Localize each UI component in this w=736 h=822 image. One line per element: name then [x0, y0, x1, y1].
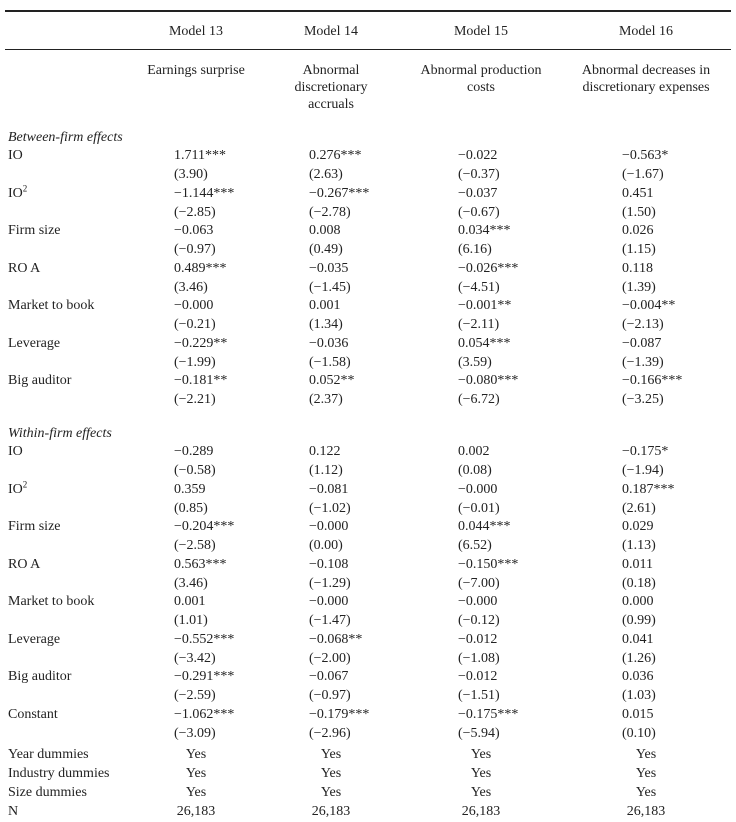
row-label: Market to book [8, 298, 95, 313]
row-label: Size dummies [8, 785, 87, 800]
coefficient-cell: 0.054*** [458, 335, 511, 351]
coefficient-cell: −0.150*** [458, 556, 519, 572]
coefficient-cell: 0.451 [622, 185, 654, 201]
coefficient-cell: −0.175*** [458, 706, 519, 722]
coefficient-cell: −0.026*** [458, 260, 519, 276]
model-header: Model 16 [618, 24, 674, 39]
coefficient-cell: 0.029 [622, 519, 654, 534]
footer-cell: Yes [185, 747, 207, 762]
t-stat-cell: (1.01) [174, 613, 208, 628]
model-description: Abnormal decreases in discretionary expenses [581, 63, 711, 95]
coefficient-cell: 0.052** [309, 373, 355, 388]
t-stat-cell: (2.37) [309, 392, 343, 407]
row-label: $IO^2$ [8, 182, 28, 201]
t-stat-cell: (1.03) [622, 688, 656, 703]
t-stat-cell: (1.15) [622, 242, 656, 257]
t-stat-cell: (−7.00) [458, 575, 500, 591]
t-stat-cell: (−0.12) [458, 613, 500, 628]
t-stat-cell: (6.16) [458, 242, 492, 257]
footer-cell: Yes [320, 747, 342, 762]
footer-cell: 26,183 [176, 804, 216, 819]
t-stat-cell: (0.18) [622, 575, 656, 591]
t-stat-cell: (0.99) [622, 613, 656, 628]
t-stat-cell: (1.39) [622, 279, 656, 295]
t-stat-cell: (3.46) [174, 279, 208, 295]
t-stat-cell: (0.85) [174, 500, 208, 516]
superscript: 2 [22, 182, 28, 193]
coefficient-cell: −0.000 [309, 594, 349, 609]
footer-cell: Yes [470, 766, 492, 781]
coefficient-cell: −0.175* [622, 444, 669, 459]
footer-cell: 26,183 [311, 804, 351, 819]
superscript: 2 [22, 478, 28, 489]
footer-cell: Yes [470, 747, 492, 762]
row-label: Leverage [8, 631, 61, 647]
t-stat-cell: (−0.21) [174, 317, 216, 332]
footer-cell: Yes [635, 785, 657, 800]
t-stat-cell: (−1.39) [622, 354, 664, 370]
t-stat-cell: (1.12) [309, 463, 343, 478]
section-title: Between-firm effects [8, 130, 123, 145]
coefficient-cell: −0.036 [309, 335, 349, 351]
t-stat-cell: (−1.58) [309, 354, 351, 370]
coefficient-cell: −0.081 [309, 481, 349, 497]
coefficient-cell: 0.041 [622, 631, 654, 647]
model-header: Model 14 [303, 24, 359, 39]
t-stat-cell: (−6.72) [458, 392, 500, 407]
coefficient-cell: 0.489*** [174, 260, 227, 276]
t-stat-cell: (−5.94) [458, 725, 500, 741]
t-stat-cell: (0.10) [622, 725, 656, 741]
model-description: Earnings surprise [147, 63, 245, 78]
coefficient-cell: 0.001 [174, 594, 206, 609]
t-stat-cell: (−2.78) [309, 204, 351, 220]
row-label: RO A [8, 556, 41, 572]
row-label: N [8, 804, 19, 819]
coefficient-cell: 1.711*** [174, 148, 226, 163]
t-stat-cell: (−1.29) [309, 575, 351, 591]
coefficient-cell: 0.000 [622, 594, 654, 609]
top-rule [5, 10, 731, 12]
footer-cell: Yes [635, 747, 657, 762]
coefficient-cell: −0.179*** [309, 706, 370, 722]
coefficient-cell: 0.563*** [174, 556, 227, 572]
t-stat-cell: (−3.25) [622, 392, 664, 407]
t-stat-cell: (1.13) [622, 538, 656, 553]
coefficient-cell: 0.034*** [458, 223, 511, 238]
coefficient-cell: −0.563* [622, 148, 669, 163]
t-stat-cell: (−0.67) [458, 204, 500, 220]
t-stat-cell: (−1.94) [622, 463, 664, 478]
t-stat-cell: (−1.08) [458, 650, 500, 666]
coefficient-cell: −0.004** [622, 298, 676, 313]
footer-cell: 26,183 [626, 804, 666, 819]
t-stat-cell: (−2.59) [174, 688, 216, 703]
row-label: Industry dummies [8, 766, 110, 781]
footer-cell: Yes [185, 785, 207, 800]
t-stat-cell: (0.49) [309, 242, 343, 257]
header-rule [5, 49, 731, 50]
t-stat-cell: (0.08) [458, 463, 492, 478]
t-stat-cell: (3.46) [174, 575, 208, 591]
t-stat-cell: (6.52) [458, 538, 492, 553]
row-label: Constant [8, 706, 58, 722]
t-stat-cell: (−2.00) [309, 650, 351, 666]
coefficient-cell: 0.008 [309, 223, 341, 238]
row-label: Big auditor [8, 373, 72, 388]
row-label: Firm size [8, 223, 61, 238]
coefficient-cell: −0.035 [309, 260, 349, 276]
coefficient-cell: −0.229** [174, 335, 228, 351]
row-label: IO [8, 444, 23, 459]
row-label: $IO^2$ [8, 478, 28, 497]
t-stat-cell: (−1.67) [622, 167, 664, 182]
coefficient-cell: −0.080*** [458, 373, 519, 388]
coefficient-cell: 0.015 [622, 706, 654, 722]
t-stat-cell: (−2.96) [309, 725, 351, 741]
model-description: Abnormal production costs [420, 63, 542, 95]
coefficient-cell: −0.000 [309, 519, 349, 534]
t-stat-cell: (−2.21) [174, 392, 216, 407]
coefficient-cell: −0.012 [458, 631, 498, 647]
coefficient-cell: 0.187*** [622, 481, 675, 497]
coefficient-cell: −0.022 [458, 148, 498, 163]
coefficient-cell: 0.002 [458, 444, 490, 459]
coefficient-cell: −0.001** [458, 298, 512, 313]
t-stat-cell: (−2.11) [458, 317, 500, 332]
footer-cell: Yes [185, 766, 207, 781]
row-label: Leverage [8, 335, 61, 351]
footer-cell: Yes [635, 766, 657, 781]
t-stat-cell: (−4.51) [458, 279, 500, 295]
section-title: Within-firm effects [8, 426, 112, 441]
row-label: Big auditor [8, 669, 72, 684]
t-stat-cell: (−0.37) [458, 167, 500, 182]
t-stat-cell: (3.59) [458, 354, 492, 370]
t-stat-cell: (2.61) [622, 500, 656, 516]
t-stat-cell: (−1.99) [174, 354, 216, 370]
t-stat-cell: (−0.97) [309, 688, 351, 703]
coefficient-cell: 0.122 [309, 444, 341, 459]
t-stat-cell: (−2.13) [622, 317, 664, 332]
coefficient-cell: −0.000 [174, 298, 214, 313]
coefficient-cell: 0.026 [622, 223, 654, 238]
row-label: Market to book [8, 594, 95, 609]
coefficient-cell: 0.276*** [309, 148, 362, 163]
footer-cell: Yes [320, 766, 342, 781]
coefficient-cell: −0.087 [622, 335, 662, 351]
coefficient-cell: −0.267*** [309, 185, 370, 201]
t-stat-cell: (−0.97) [174, 242, 216, 257]
coefficient-cell: −0.181** [174, 373, 228, 388]
t-stat-cell: (−1.02) [309, 500, 351, 516]
t-stat-cell: (−0.01) [458, 500, 500, 516]
coefficient-cell: −0.552*** [174, 631, 235, 647]
model-header: Model 15 [453, 24, 509, 39]
footer-cell: 26,183 [461, 804, 501, 819]
row-label: RO A [8, 260, 41, 276]
model-description: Abnormal discretionary accruals [294, 63, 368, 112]
t-stat-cell: (0.00) [309, 538, 343, 553]
coefficient-cell: −0.204*** [174, 519, 235, 534]
coefficient-cell: 0.118 [622, 260, 653, 276]
coefficient-cell: 0.036 [622, 669, 654, 684]
t-stat-cell: (−2.58) [174, 538, 216, 553]
t-stat-cell: (−1.45) [309, 279, 351, 295]
t-stat-cell: (1.34) [309, 317, 343, 332]
t-stat-cell: (3.90) [174, 167, 208, 182]
coefficient-cell: −0.000 [458, 594, 498, 609]
coefficient-cell: −1.062*** [174, 706, 235, 722]
coefficient-cell: −0.037 [458, 185, 498, 201]
coefficient-cell: 0.001 [309, 298, 341, 313]
coefficient-cell: −1.144*** [174, 185, 235, 201]
t-stat-cell: (−0.58) [174, 463, 216, 478]
coefficient-cell: 0.044*** [458, 519, 511, 534]
t-stat-cell: (2.63) [309, 167, 343, 182]
coefficient-cell: −0.000 [458, 481, 498, 497]
coefficient-cell: −0.166*** [622, 373, 683, 388]
coefficient-cell: −0.063 [174, 223, 214, 238]
t-stat-cell: (−3.09) [174, 725, 216, 741]
coefficient-cell: −0.289 [174, 444, 214, 459]
t-stat-cell: (1.50) [622, 204, 656, 220]
coefficient-cell: −0.012 [458, 669, 498, 684]
t-stat-cell: (1.26) [622, 650, 656, 666]
model-header: Model 13 [168, 24, 224, 39]
footer-cell: Yes [470, 785, 492, 800]
row-label: Year dummies [8, 747, 89, 762]
t-stat-cell: (−1.51) [458, 688, 500, 703]
coefficient-cell: 0.011 [622, 556, 653, 572]
t-stat-cell: (−1.47) [309, 613, 351, 628]
coefficient-cell: 0.359 [174, 481, 206, 497]
coefficient-cell: −0.067 [309, 669, 349, 684]
coefficient-cell: −0.068** [309, 631, 363, 647]
row-label: Firm size [8, 519, 61, 534]
row-label: IO [8, 148, 23, 163]
t-stat-cell: (−2.85) [174, 204, 216, 220]
footer-cell: Yes [320, 785, 342, 800]
coefficient-cell: −0.108 [309, 556, 349, 572]
t-stat-cell: (−3.42) [174, 650, 216, 666]
coefficient-cell: −0.291*** [174, 669, 235, 684]
